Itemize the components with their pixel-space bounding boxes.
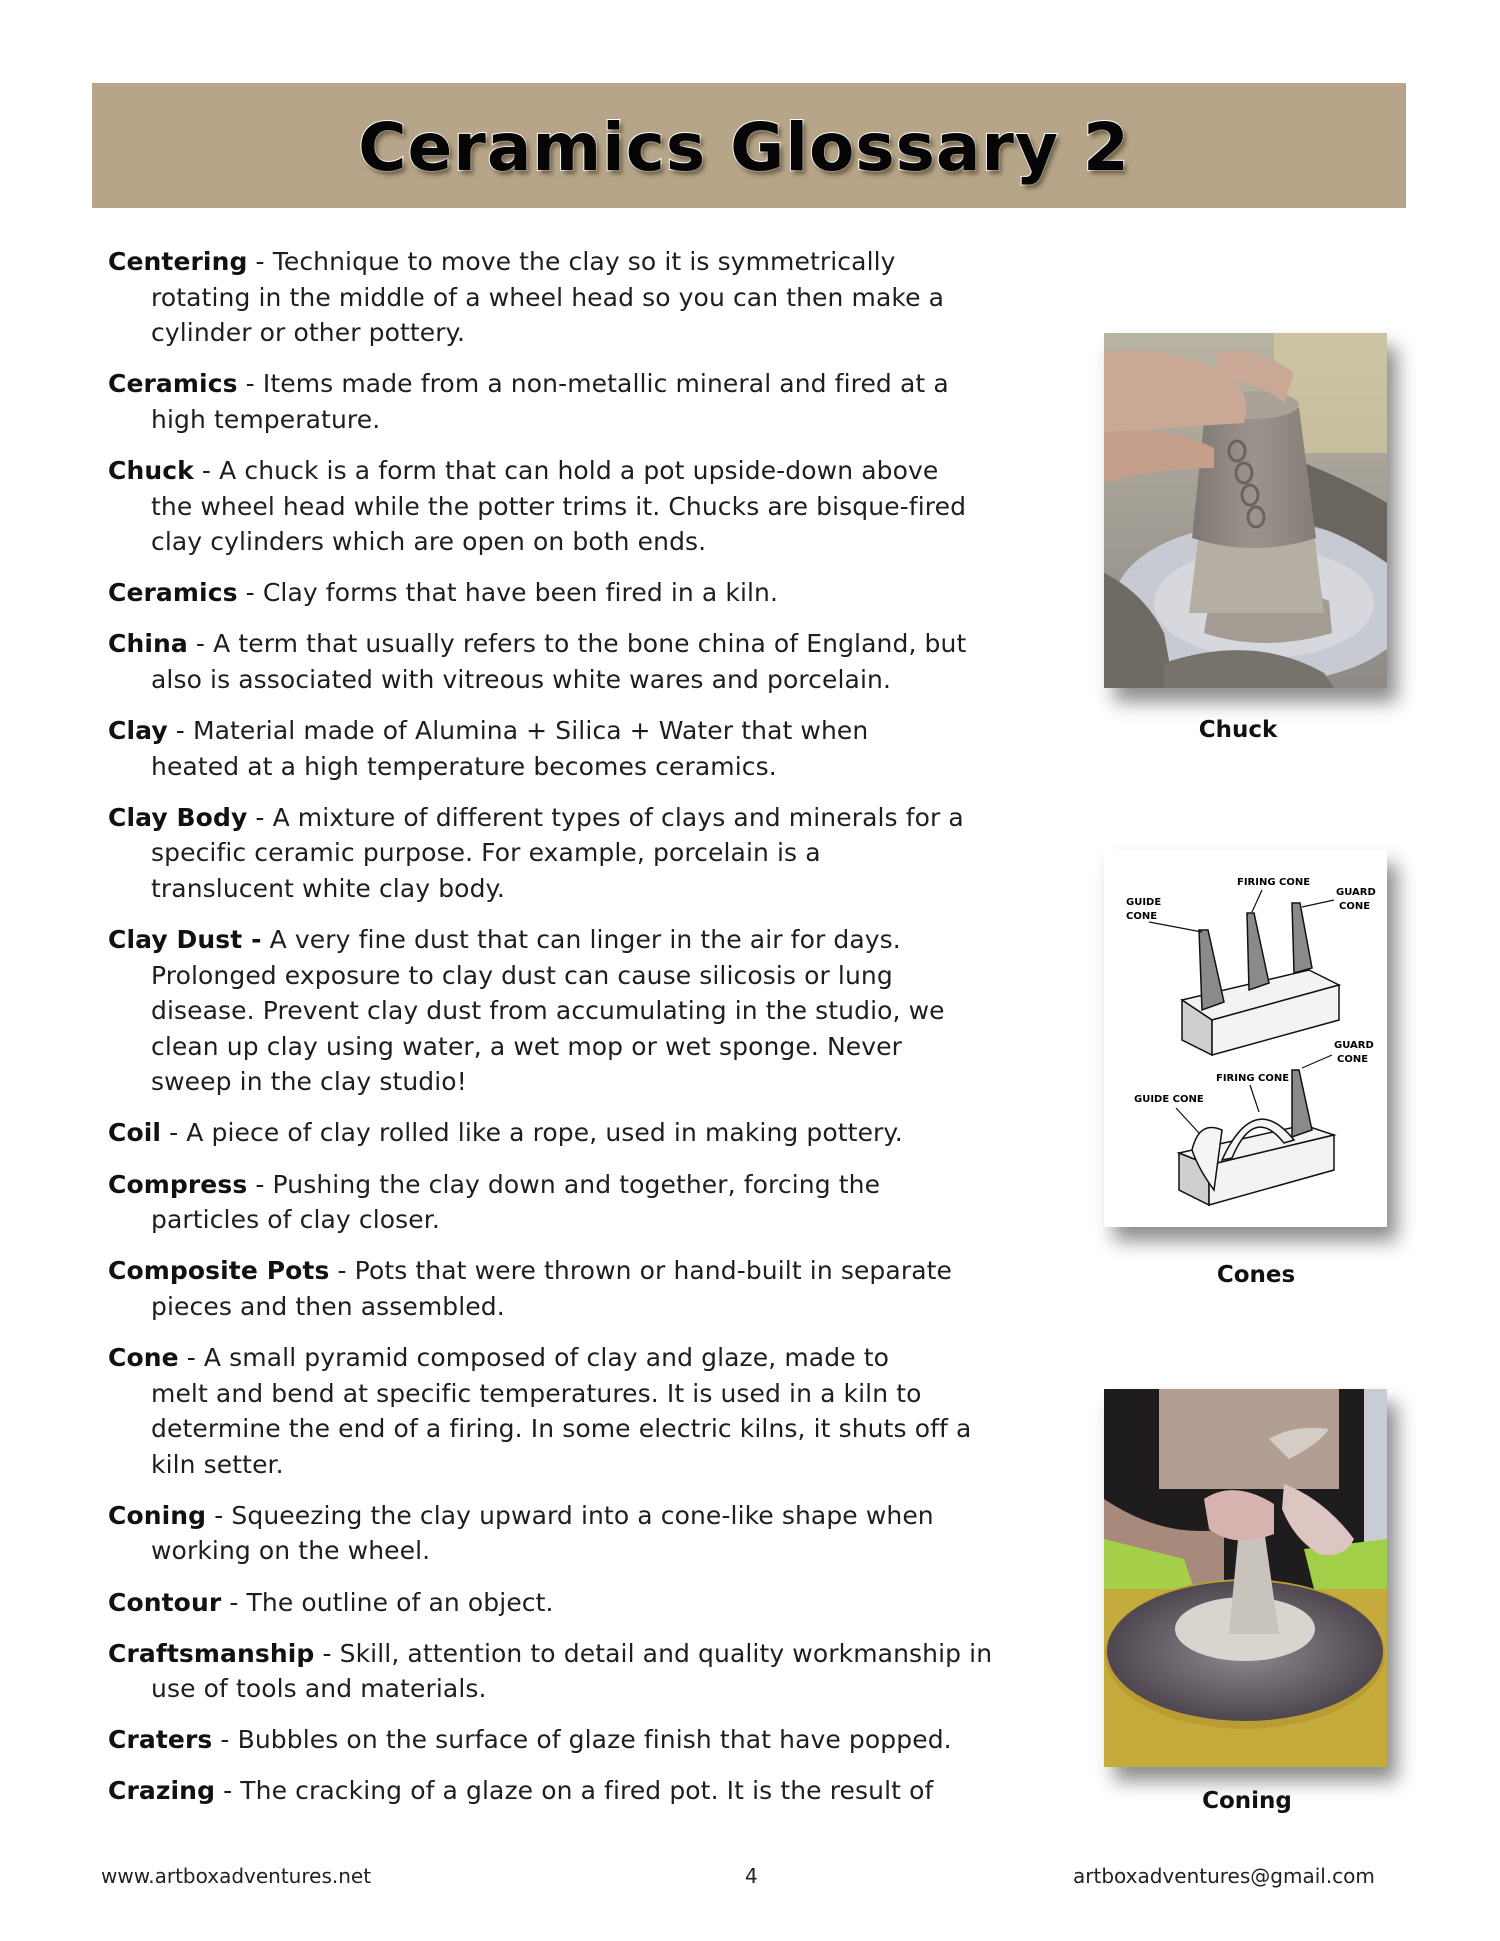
term-separator: - <box>161 1118 187 1148</box>
glossary-definition: rotating in the middle of a wheel head so you can then make a <box>151 282 945 312</box>
entry-line <box>108 1289 1068 1325</box>
glossary-definition: Squeezing the clay upward into a cone-like shape when <box>231 1500 934 1530</box>
glossary-definition: Pots that were thrown or hand-built in separate <box>354 1256 953 1286</box>
page-number: 4 <box>745 1864 758 1888</box>
glossary-entry <box>108 922 1068 1100</box>
glossary-definition: A very fine dust that can linger in the air for days. <box>269 925 901 954</box>
label-firing-cone-bottom: FIRING CONE <box>1216 1073 1290 1084</box>
entry-line <box>108 1636 1068 1672</box>
glossary-entry <box>108 626 1068 697</box>
glossary-entry <box>108 453 1068 560</box>
glossary-definition: A chuck is a form that can hold a pot upside-down above <box>219 455 939 485</box>
entry-line <box>108 575 1068 611</box>
figure-cones <box>1104 850 1387 1227</box>
footer-website[interactable]: www.artboxadventures.net <box>101 1864 372 1888</box>
page-title: Ceramics Glossary 2 <box>358 109 1130 186</box>
glossary-entry <box>108 1498 1068 1569</box>
title-banner <box>92 83 1406 208</box>
entry-line <box>108 244 1068 280</box>
footer-email[interactable]: artboxadventures@gmail.com <box>1073 1864 1375 1888</box>
entry-line <box>108 922 1068 958</box>
glossary-definition: cylinder or other pottery. <box>151 318 466 348</box>
entry-line <box>108 524 1068 560</box>
entry-line <box>108 1585 1068 1621</box>
glossary-definition: Clay forms that have been fired in a kiln. <box>262 578 779 608</box>
glossary-definition: disease. Prevent clay dust from accumulating in the studio, we <box>151 996 945 1026</box>
term-separator: - <box>167 716 193 746</box>
glossary-definition: The cracking of a glaze on a fired pot. It is the result of <box>240 1776 934 1806</box>
glossary-term: Craftsmanship <box>108 1638 315 1668</box>
glossary-term: Cone <box>108 1342 179 1372</box>
entry-line <box>108 402 1068 438</box>
glossary-entry <box>108 1585 1068 1621</box>
entry-line <box>108 1029 1068 1065</box>
glossary-term: Clay Body <box>108 802 248 832</box>
glossary-definition: Material made of Alumina + Silica + Water that when <box>192 716 869 746</box>
glossary-definition: heated at a high temperature becomes ceramics. <box>151 751 777 781</box>
glossary-definition: Bubbles on the surface of glaze finish that have popped. <box>237 1725 952 1755</box>
coning-image <box>1104 1389 1387 1767</box>
entry-line <box>108 1167 1068 1203</box>
glossary-definition: Technique to move the clay so it is symmetrically <box>272 247 896 276</box>
label-guard-bottom-1: GUARD <box>1334 1040 1374 1051</box>
term-separator: - <box>247 247 273 276</box>
glossary-entry <box>108 1722 1068 1758</box>
entry-line <box>108 453 1068 489</box>
glossary-definition: the wheel head while the potter trims it. Chucks are bisque-fired <box>151 491 967 521</box>
glossary-definition: specific ceramic purpose. For example, porcelain is a <box>151 838 821 868</box>
entry-line <box>108 1202 1068 1238</box>
term-separator: - <box>187 629 214 659</box>
glossary-definition: Pushing the clay down and together, forcing the <box>272 1169 881 1199</box>
glossary-entry <box>108 1636 1068 1707</box>
glossary-definition: A piece of clay rolled like a rope, used in making pottery. <box>186 1118 903 1148</box>
glossary-list <box>108 244 1068 1824</box>
label-guide-bottom: GUIDE CONE <box>1134 1094 1204 1105</box>
label-firing-cone-top: FIRING CONE <box>1237 877 1311 888</box>
glossary-definition: kiln setter. <box>151 1449 284 1479</box>
label-guard-top-1: GUARD <box>1336 887 1376 898</box>
glossary-definition: high temperature. <box>151 404 381 434</box>
term-separator: - <box>178 1342 204 1372</box>
glossary-definition: particles of clay closer. <box>151 1205 440 1235</box>
term-separator: - <box>193 455 220 485</box>
entry-line <box>108 1498 1068 1534</box>
glossary-definition: clay cylinders which are open on both ends. <box>151 527 707 557</box>
coning-photo <box>1104 1389 1387 1767</box>
term-separator: - <box>237 578 263 608</box>
caption-chuck: Chuck <box>1198 717 1278 743</box>
glossary-entry <box>108 575 1068 611</box>
glossary-term: China <box>108 629 188 659</box>
glossary-term: Clay Dust - <box>108 925 262 954</box>
glossary-term: Craters <box>108 1725 213 1755</box>
entry-line <box>108 1722 1068 1758</box>
glossary-definition: melt and bend at specific temperatures. It is used in a kiln to <box>151 1378 922 1408</box>
entry-line <box>108 713 1068 749</box>
glossary-definition: sweep in the clay studio! <box>151 1067 467 1097</box>
glossary-term: Composite Pots <box>108 1256 330 1286</box>
glossary-term: Coil <box>108 1118 162 1148</box>
glossary-definition: A mixture of different types of clays and minerals for a <box>272 802 964 832</box>
entry-line <box>108 749 1068 785</box>
entry-line <box>108 835 1068 871</box>
label-guard-top-2: CONE <box>1339 901 1371 912</box>
glossary-definition: determine the end of a firing. In some electric kilns, it shuts off a <box>151 1414 972 1444</box>
glossary-definition: clean up clay using water, a wet mop or wet sponge. Never <box>151 1031 903 1061</box>
term-separator: - <box>314 1638 340 1668</box>
glossary-definition: use of tools and materials. <box>151 1674 487 1704</box>
figure-coning <box>1104 1389 1387 1767</box>
caption-cones: Cones <box>1216 1262 1296 1288</box>
glossary-term: Compress <box>108 1169 248 1199</box>
glossary-term: Crazing <box>108 1776 216 1806</box>
term-separator: - <box>212 1725 238 1755</box>
glossary-term: Ceramics <box>108 578 238 608</box>
chuck-image <box>1104 333 1387 688</box>
glossary-entry <box>108 1167 1068 1238</box>
entry-line <box>108 993 1068 1029</box>
cones-illustration <box>1104 850 1387 1227</box>
glossary-definition: Prolonged exposure to clay dust can cause silicosis or lung <box>151 960 893 990</box>
term-separator: - <box>247 1169 273 1199</box>
entry-line <box>108 280 1068 316</box>
term-separator: - <box>206 1500 232 1530</box>
glossary-entry <box>108 800 1068 907</box>
glossary-entry <box>108 1340 1068 1482</box>
label-guard-bottom-2: CONE <box>1337 1054 1369 1065</box>
glossary-definition: also is associated with vitreous white wares and porcelain. <box>151 664 891 694</box>
glossary-entry <box>108 713 1068 784</box>
entry-line <box>108 366 1068 402</box>
term-separator: - <box>237 369 263 399</box>
entry-line <box>108 1253 1068 1289</box>
glossary-term: Chuck <box>108 455 194 485</box>
entry-line <box>108 626 1068 662</box>
term-separator: - <box>221 1587 247 1617</box>
entry-line <box>108 1533 1068 1569</box>
entry-line <box>108 315 1068 351</box>
entry-line <box>108 662 1068 698</box>
figure-chuck <box>1104 333 1387 688</box>
entry-line <box>108 1447 1068 1483</box>
glossary-definition: A term that usually refers to the bone china of England, but <box>213 629 967 659</box>
glossary-term: Centering <box>108 247 248 276</box>
glossary-entry <box>108 1253 1068 1324</box>
cones-diagram <box>1104 850 1387 1227</box>
glossary-entry <box>108 1115 1068 1151</box>
glossary-definition: Items made from a non-metallic mineral and fired at a <box>262 369 949 399</box>
entry-line <box>108 871 1068 907</box>
glossary-definition: translucent white clay body. <box>151 873 505 903</box>
term-separator: - <box>329 1256 355 1286</box>
glossary-term: Clay <box>108 716 168 746</box>
entry-line <box>108 1773 1068 1809</box>
label-guide-top-1: GUIDE <box>1126 897 1162 908</box>
entry-line <box>108 800 1068 836</box>
glossary-entry <box>108 1773 1068 1809</box>
term-separator <box>262 925 270 954</box>
glossary-definition: The outline of an object. <box>246 1587 554 1617</box>
glossary-definition: pieces and then assembled. <box>151 1291 505 1321</box>
glossary-definition: working on the wheel. <box>151 1536 431 1566</box>
glossary-term: Ceramics <box>108 369 238 399</box>
entry-line <box>108 1411 1068 1447</box>
glossary-definition: A small pyramid composed of clay and glaze, made to <box>203 1342 890 1372</box>
entry-line <box>108 1115 1068 1151</box>
glossary-term: Coning <box>108 1500 207 1530</box>
entry-line <box>108 958 1068 994</box>
entry-line <box>108 1376 1068 1412</box>
glossary-entry <box>108 244 1068 351</box>
chuck-photo <box>1104 333 1387 688</box>
entry-line <box>108 1340 1068 1376</box>
caption-coning: Coning <box>1202 1788 1292 1814</box>
term-separator: - <box>247 802 273 832</box>
glossary-term: Contour <box>108 1587 222 1617</box>
entry-line <box>108 1064 1068 1100</box>
term-separator: - <box>215 1776 241 1806</box>
entry-line <box>108 1671 1068 1707</box>
entry-line <box>108 489 1068 525</box>
glossary-entry <box>108 366 1068 437</box>
glossary-definition: Skill, attention to detail and quality workmanship in <box>339 1638 993 1668</box>
label-guide-top-2: CONE <box>1126 911 1158 922</box>
